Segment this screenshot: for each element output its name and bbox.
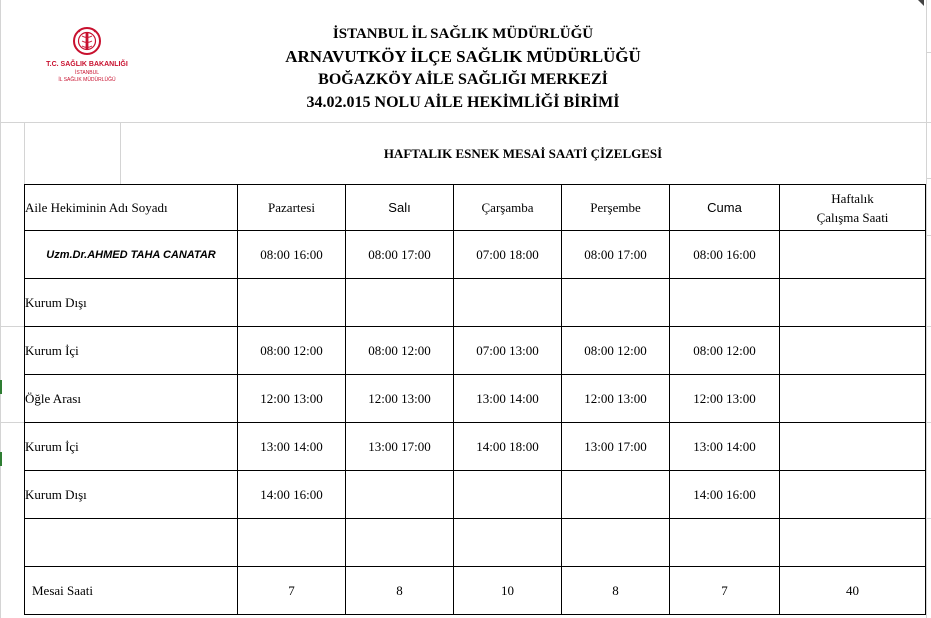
header-wednesday[interactable]: Çarşamba (454, 185, 562, 231)
header-physician-name[interactable]: Aile Hekiminin Adı Soyadı (25, 185, 238, 231)
gridline (926, 0, 927, 618)
row-label-cell[interactable]: Kurum İçi (25, 423, 238, 471)
table-cell[interactable]: 08:00 17:00 (562, 231, 670, 279)
table-cell[interactable]: 08:00 16:00 (670, 231, 780, 279)
header-thursday[interactable]: Perşembe (562, 185, 670, 231)
table-cell[interactable]: 08:00 16:00 (238, 231, 346, 279)
header-line-center: BOĞAZKÖY AİLE SAĞLIĞI MERKEZİ (318, 71, 608, 88)
row-label-cell[interactable]: Öğle Arası (25, 375, 238, 423)
table-cell[interactable]: 07:00 13:00 (454, 327, 562, 375)
table-cell[interactable]: 08:00 17:00 (346, 231, 454, 279)
gridline (24, 122, 25, 184)
table-cell[interactable] (454, 279, 562, 327)
table-cell[interactable]: 13:00 17:00 (562, 423, 670, 471)
table-cell[interactable] (780, 231, 926, 279)
header-weekly-hours-line1: Haftalık (831, 190, 874, 206)
table-total-row (25, 567, 926, 615)
gridline (926, 518, 931, 519)
table-cell[interactable]: 14:00 18:00 (454, 423, 562, 471)
total-cell[interactable]: 8 (562, 567, 670, 615)
table-cell[interactable]: 08:00 12:00 (346, 327, 454, 375)
table-cell[interactable]: 13:00 14:00 (670, 423, 780, 471)
row-label-cell[interactable]: Kurum Dışı (25, 471, 238, 519)
logo-sub-directorate: İL SAĞLIK MÜDÜRLÜĞÜ (58, 77, 116, 83)
gridline (0, 422, 24, 423)
header-tuesday[interactable]: Salı (346, 185, 454, 231)
header-monday[interactable]: Pazartesi (238, 185, 346, 231)
table-cell[interactable] (780, 279, 926, 327)
gridline (926, 122, 931, 123)
table-cell[interactable] (454, 519, 562, 567)
table-cell[interactable]: 12:00 13:00 (670, 375, 780, 423)
table-cell[interactable] (780, 519, 926, 567)
table-row (25, 519, 926, 567)
table-cell[interactable]: 13:00 14:00 (238, 423, 346, 471)
table-cell[interactable] (780, 423, 926, 471)
header-line-unit: 34.02.015 NOLU AİLE HEKİMLİĞİ BİRİMİ (306, 94, 620, 111)
header-weekly-hours[interactable] (780, 185, 926, 231)
row-label-cell[interactable]: Mesai Saati (25, 567, 238, 615)
table-row (25, 471, 926, 519)
table-cell[interactable]: 07:00 18:00 (454, 231, 562, 279)
logo-sub-city: İSTANBUL (74, 70, 100, 76)
schedule-table (24, 184, 926, 615)
sheet-corner-marker (918, 0, 924, 6)
total-cell[interactable]: 7 (238, 567, 346, 615)
table-cell[interactable]: 08:00 12:00 (670, 327, 780, 375)
gridline (926, 422, 931, 423)
header-line-province: İSTANBUL İL SAĞLIK MÜDÜRLÜĞÜ (332, 26, 594, 42)
table-cell[interactable]: 12:00 13:00 (238, 375, 346, 423)
table-cell[interactable] (346, 279, 454, 327)
physician-name-cell[interactable]: Uzm.Dr.AHMED TAHA CANATAR (25, 231, 238, 279)
table-cell[interactable]: 12:00 13:00 (562, 375, 670, 423)
table-cell[interactable]: 14:00 16:00 (670, 471, 780, 519)
ministry-logo (44, 26, 130, 90)
table-cell[interactable] (780, 327, 926, 375)
selection-edge-marker (0, 452, 2, 466)
table-cell[interactable] (238, 279, 346, 327)
table-cell[interactable] (346, 519, 454, 567)
logo-name: T.C. SAĞLIK BAKANLIĞI (46, 61, 128, 68)
table-cell[interactable] (670, 519, 780, 567)
table-row (25, 375, 926, 423)
table-cell[interactable] (780, 375, 926, 423)
table-cell[interactable] (238, 519, 346, 567)
table-cell[interactable] (780, 471, 926, 519)
total-cell[interactable]: 7 (670, 567, 780, 615)
table-cell[interactable] (562, 519, 670, 567)
header-friday[interactable]: Cuma (670, 185, 780, 231)
table-cell[interactable] (562, 279, 670, 327)
table-cell[interactable]: 12:00 13:00 (346, 375, 454, 423)
table-cell[interactable]: 08:00 12:00 (238, 327, 346, 375)
table-row (25, 327, 926, 375)
schedule-title: HAFTALIK ESNEK MESAİ SAATİ ÇİZELGESİ (383, 146, 663, 161)
table-cell[interactable]: 13:00 17:00 (346, 423, 454, 471)
gridline (926, 235, 931, 236)
gridline (0, 122, 931, 123)
weekly-total-cell[interactable]: 40 (780, 567, 926, 615)
gridline (0, 326, 24, 327)
table-cell[interactable] (670, 279, 780, 327)
header-line-district: ARNAVUTKÖY İLÇE SAĞLIK MÜDÜRLÜĞÜ (285, 47, 641, 66)
table-row (25, 231, 926, 279)
table-cell[interactable]: 08:00 12:00 (562, 327, 670, 375)
total-cell[interactable]: 10 (454, 567, 562, 615)
selection-edge-marker (0, 380, 2, 394)
header-weekly-hours-line2: Çalışma Saati (816, 209, 889, 225)
table-cell[interactable] (454, 471, 562, 519)
table-cell[interactable] (562, 471, 670, 519)
gridline (926, 326, 931, 327)
row-label-cell[interactable] (25, 519, 238, 567)
gridline (926, 178, 931, 179)
ministry-of-health-emblem-icon (70, 26, 104, 56)
table-header-row (25, 185, 926, 231)
total-cell[interactable]: 8 (346, 567, 454, 615)
row-label-cell[interactable]: Kurum Dışı (25, 279, 238, 327)
table-cell[interactable] (346, 471, 454, 519)
table-row (25, 423, 926, 471)
row-label-cell[interactable]: Kurum İçi (25, 327, 238, 375)
gridline (926, 52, 931, 53)
table-row (25, 279, 926, 327)
table-cell[interactable]: 13:00 14:00 (454, 375, 562, 423)
gridline (0, 0, 1, 618)
table-cell[interactable]: 14:00 16:00 (238, 471, 346, 519)
